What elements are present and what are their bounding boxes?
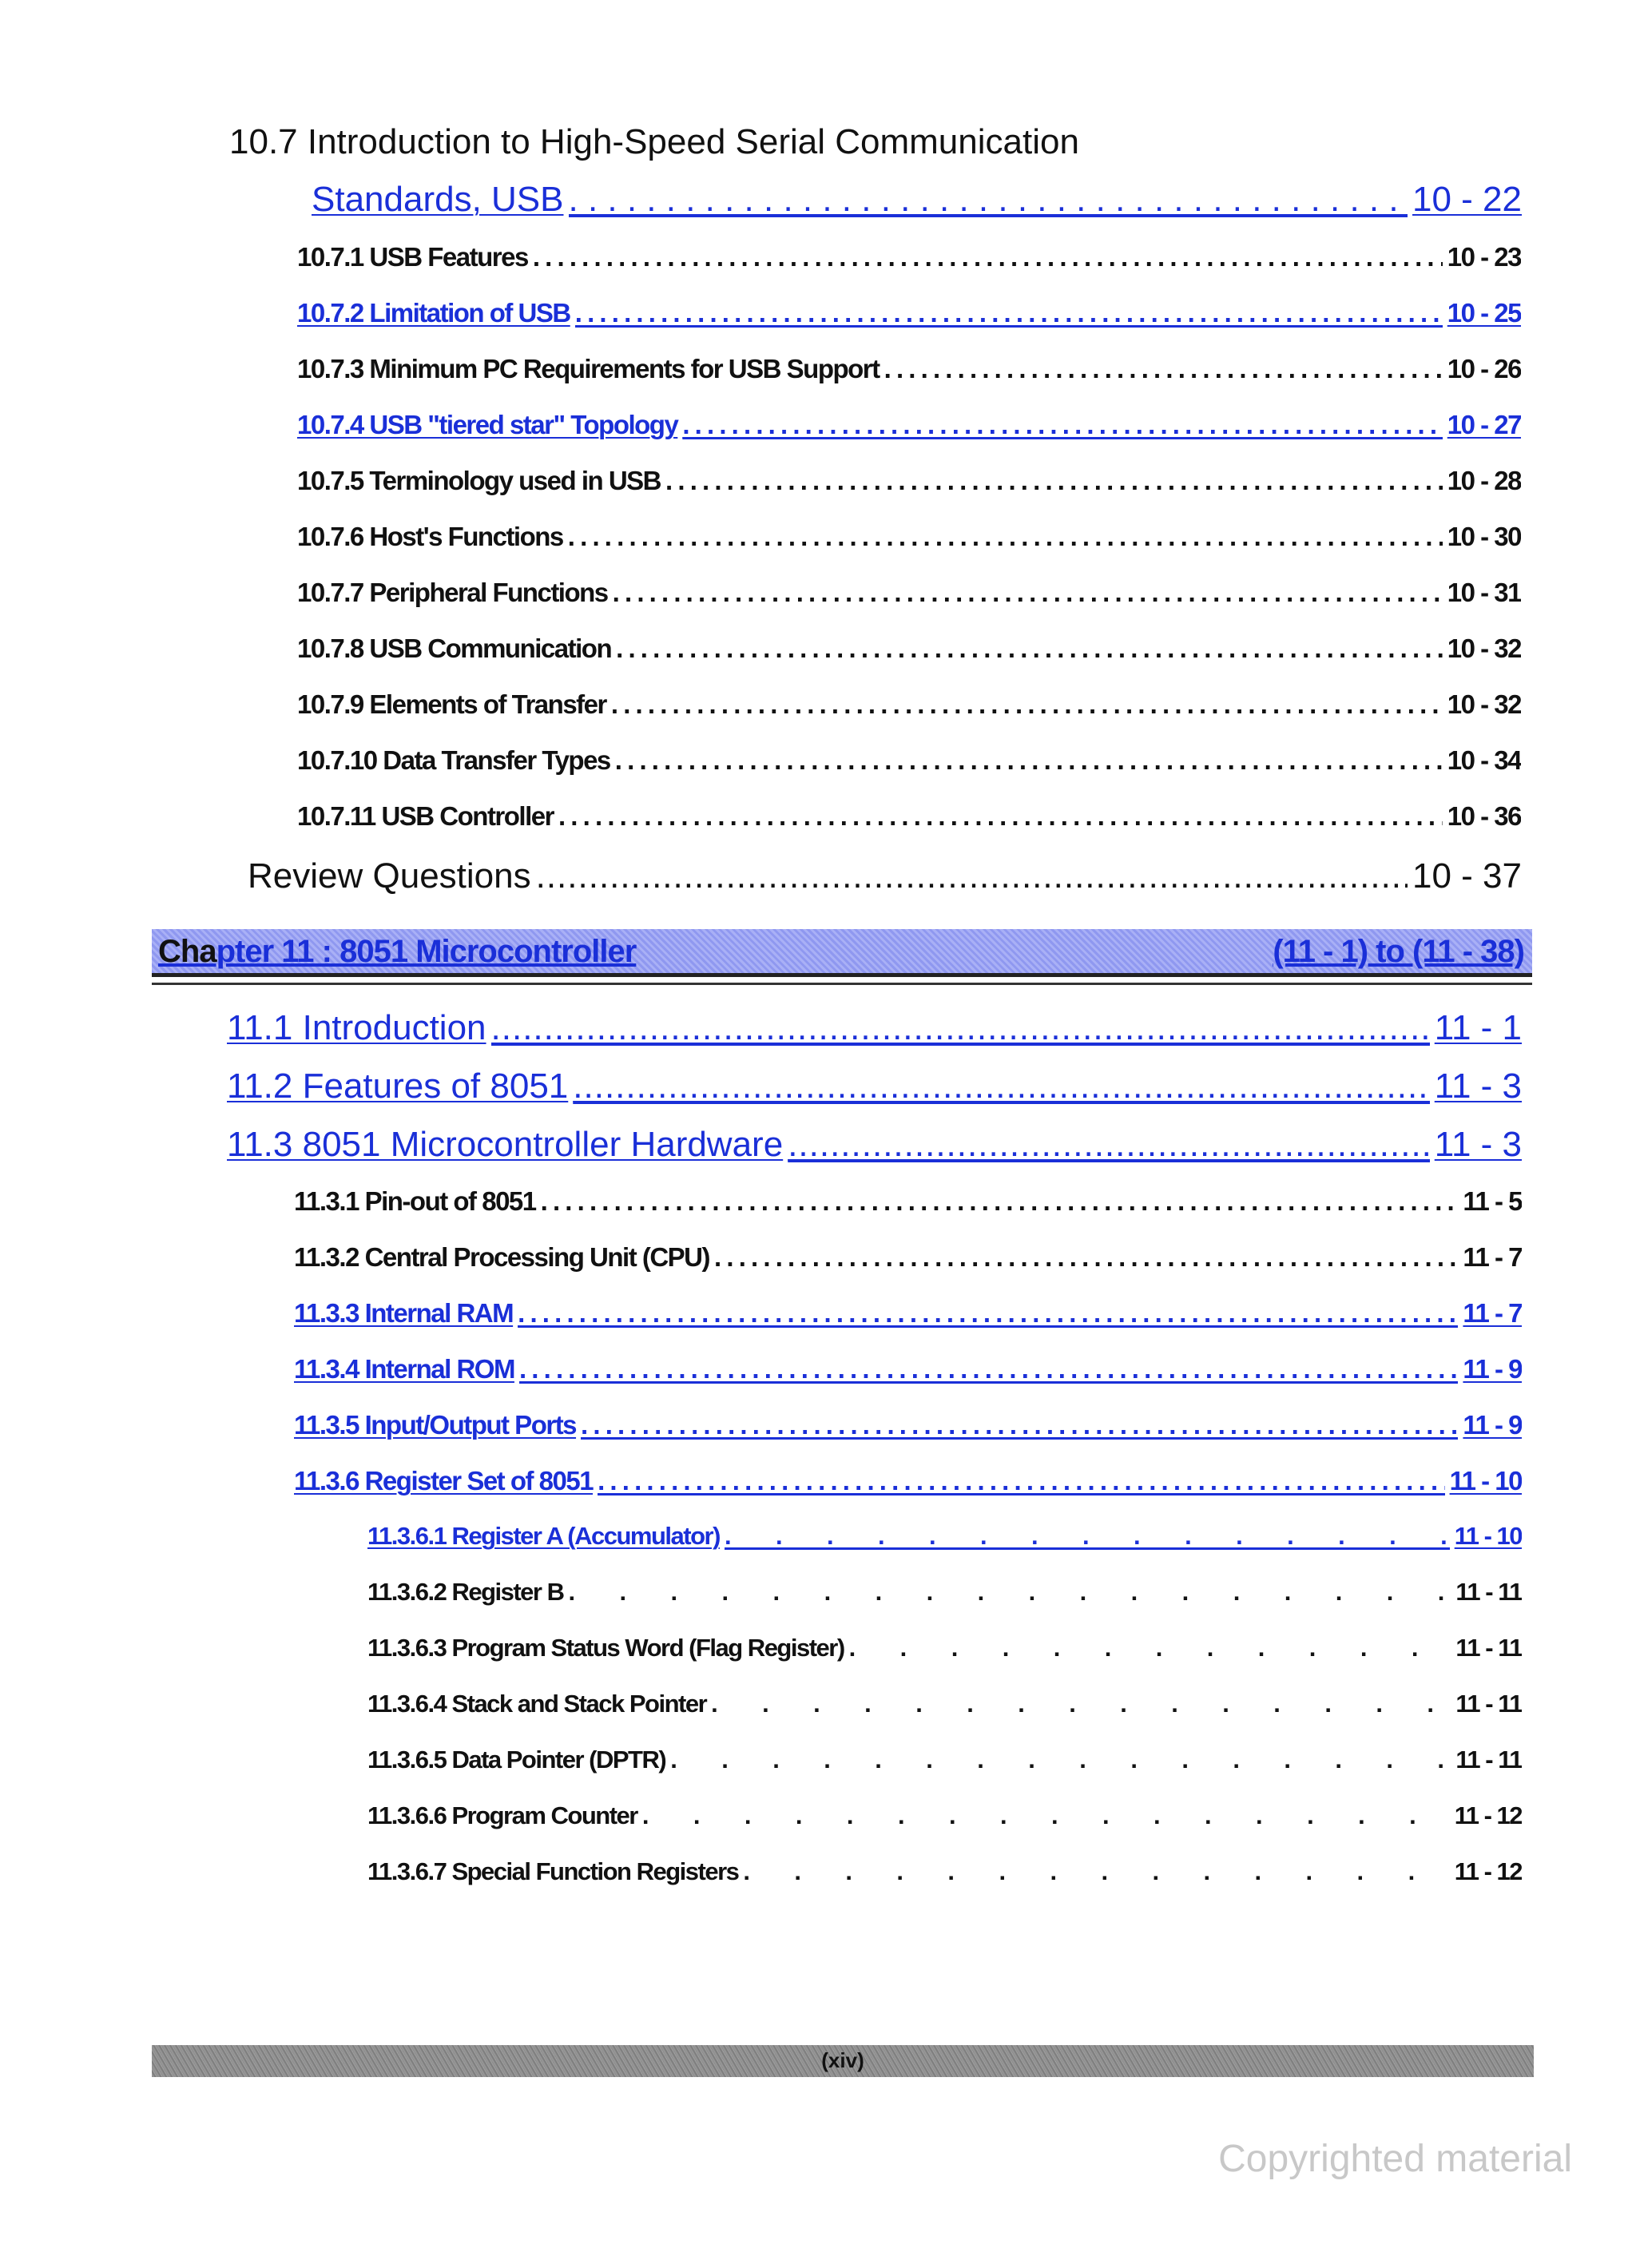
toc-entry-10-7-1[interactable] [297, 242, 1521, 272]
toc-entry-11-3-1[interactable] [294, 1186, 1522, 1217]
toc-entry-page: 10 - 27 [1447, 410, 1521, 439]
leader-dots [615, 745, 1443, 776]
toc-entry-page: 11 - 11 [1455, 1746, 1522, 1773]
toc-entry-title: 10.7.10 Data Transfer Types [297, 745, 610, 775]
leader-dots [642, 1801, 1450, 1830]
toc-entry-11-3-4[interactable] [294, 1354, 1522, 1384]
leader-dots [491, 1008, 1430, 1048]
toc-entry-11-3-6-5[interactable] [367, 1746, 1522, 1774]
toc-entry-page: 11 - 7 [1463, 1298, 1522, 1328]
toc-entry-11-3-6-3[interactable] [367, 1634, 1522, 1662]
toc-entry-11-3-6-6[interactable] [367, 1801, 1522, 1830]
toc-entry-page: 10 - 26 [1447, 354, 1521, 383]
chapter-title-lead: Cha [158, 934, 216, 969]
toc-entry-title: 11.3.6.3 Program Status Word (Flag Register) [367, 1634, 844, 1662]
toc-entry-11-3-6-7[interactable] [367, 1857, 1522, 1886]
toc-entry-title: 11.3.5 Input/Output Ports [294, 1410, 577, 1440]
toc-entry-page: 10 - 32 [1447, 634, 1521, 663]
toc-entry-page: 11 - 12 [1454, 1801, 1522, 1829]
toc-entry-11-1[interactable] [227, 1008, 1522, 1048]
toc-entry-title: 11.3.3 Internal RAM [294, 1298, 514, 1328]
toc-entry-10-7-6[interactable] [297, 522, 1521, 552]
toc-entry-page: 10 - 37 [1412, 856, 1522, 896]
toc-entry-title: 11.3.6.4 Stack and Stack Pointer [367, 1690, 707, 1718]
toc-entry-title: 11.3.6.7 Special Function Registers [367, 1857, 739, 1885]
toc-entry-title: 10.7.5 Terminology used in USB [297, 466, 661, 495]
leader-dots [884, 354, 1443, 384]
chapter-divider [152, 983, 1532, 985]
leader-dots [788, 1125, 1430, 1165]
toc-entry-title: 11.3.6 Register Set of 8051 [294, 1466, 594, 1495]
leader-dots [725, 1522, 1450, 1551]
toc-entry-page: 11 - 11 [1455, 1690, 1522, 1718]
toc-entry-page: 10 - 30 [1447, 522, 1521, 551]
leader-dots [575, 298, 1443, 328]
leader-dots [568, 522, 1443, 552]
toc-entry-10-7[interactable] [312, 180, 1522, 220]
toc-entry-10-7-4[interactable] [297, 410, 1521, 440]
toc-entry-11-3[interactable] [227, 1125, 1522, 1165]
toc-entry-title: 10.7.11 USB Controller [297, 801, 554, 831]
toc-entry-11-3-6[interactable] [294, 1466, 1522, 1496]
leader-dots [536, 856, 1408, 896]
toc-entry-10-7-9[interactable] [297, 689, 1521, 720]
toc-entry-title: 10.7.4 USB "tiered star" Topology [297, 410, 678, 439]
toc-entry-title: 11.1 Introduction [227, 1008, 486, 1047]
toc-entry-10-7-7[interactable] [297, 578, 1521, 608]
toc-entry-11-3-3[interactable] [294, 1298, 1522, 1329]
toc-entry-title: 11.3.6.2 Register B [367, 1578, 564, 1606]
toc-entry-10-7-8[interactable] [297, 634, 1521, 664]
toc-entry-title: 11.3.6.1 Register A (Accumulator) [367, 1522, 720, 1550]
toc-entry-page: 11 - 10 [1449, 1466, 1522, 1495]
leader-dots [533, 242, 1443, 272]
toc-entry-title: 11.3.2 Central Processing Unit (CPU) [294, 1242, 710, 1272]
toc-entry-page: 11 - 9 [1463, 1410, 1522, 1440]
toc-entry-page: 11 - 3 [1434, 1125, 1522, 1164]
toc-entry-page: 11 - 11 [1455, 1634, 1522, 1662]
toc-entry-11-3-2[interactable] [294, 1242, 1522, 1273]
toc-entry-page: 10 - 23 [1447, 242, 1521, 272]
toc-entry-page: 11 - 3 [1434, 1066, 1522, 1106]
toc-entry-title: 11.3.1 Pin-out of 8051 [294, 1186, 536, 1216]
toc-entry-page: 11 - 5 [1463, 1186, 1522, 1216]
leader-dots [519, 1354, 1458, 1384]
leader-dots [569, 1578, 1451, 1607]
page-number: (xiv) [821, 2048, 864, 2072]
toc-entry-11-3-6-2[interactable] [367, 1578, 1522, 1607]
leader-dots [670, 1746, 1451, 1774]
leader-dots [665, 466, 1443, 496]
leader-dots [598, 1466, 1445, 1496]
leader-dots [581, 1410, 1458, 1440]
toc-entry-title: 10.7.8 USB Communication [297, 634, 612, 663]
leader-dots [616, 634, 1443, 664]
toc-entry-page: 11 - 1 [1434, 1008, 1522, 1047]
leader-dots [682, 410, 1442, 440]
toc-entry-11-3-5[interactable] [294, 1410, 1522, 1440]
leader-dots [613, 578, 1443, 608]
toc-entry-page: 10 - 32 [1447, 689, 1521, 719]
toc-entry-page: 10 - 25 [1447, 298, 1521, 328]
toc-entry-10-7-5[interactable] [297, 466, 1521, 496]
footer-bar [152, 2045, 1534, 2077]
leader-dots [714, 1242, 1458, 1273]
leader-dots [611, 689, 1443, 720]
toc-entry-title: 11.3.6.6 Program Counter [367, 1801, 637, 1829]
leader-dots [541, 1186, 1459, 1217]
toc-entry-page: 11 - 7 [1463, 1242, 1522, 1272]
toc-entry-page: 10 - 28 [1447, 466, 1521, 495]
toc-entry-title: 10.7.7 Peripheral Functions [297, 578, 608, 607]
toc-entry-page: 10 - 34 [1447, 745, 1521, 775]
toc-entry-title: 11.3.4 Internal ROM [294, 1354, 514, 1384]
toc-entry-page: 10 - 22 [1412, 180, 1522, 219]
toc-entry-10-7-2[interactable] [297, 298, 1521, 328]
leader-dots [849, 1634, 1451, 1662]
toc-entry-page: 10 - 36 [1447, 801, 1521, 831]
leader-dots [711, 1690, 1451, 1718]
toc-entry-title: 10.7.9 Elements of Transfer [297, 689, 606, 719]
toc-entry-title: 11.3.6.5 Data Pointer (DPTR) [367, 1746, 666, 1773]
toc-entry-title: 10.7.3 Minimum PC Requirements for USB Support [297, 354, 880, 383]
copyright-watermark: Copyrighted material [1218, 2138, 1572, 2180]
toc-entry-10-7-10[interactable] [297, 745, 1521, 776]
leader-dots [573, 1066, 1429, 1106]
leader-dots [518, 1298, 1458, 1329]
chapter-title [158, 934, 636, 970]
toc-entry-10-7-3[interactable] [297, 354, 1521, 384]
toc-entry-page: 11 - 11 [1455, 1578, 1522, 1606]
toc-entry-page: 11 - 9 [1463, 1354, 1522, 1384]
toc-entry-title: 10.7.2 Limitation of USB [297, 298, 570, 328]
toc-entry-title: 11.3 8051 Microcontroller Hardware [227, 1125, 784, 1164]
toc-entry-title: Standards, USB [312, 180, 564, 219]
toc-entry-11-2[interactable] [227, 1066, 1522, 1106]
toc-entry-title: 11.2 Features of 8051 [227, 1066, 569, 1106]
leader-dots [743, 1857, 1449, 1886]
toc-entry-11-3-6-1[interactable] [367, 1522, 1522, 1551]
toc-entry-title: 10.7.1 USB Features [297, 242, 528, 272]
chapter-title-rest: pter 11 : 8051 Microcontroller [216, 934, 637, 969]
toc-entry-10-7-11[interactable] [297, 801, 1521, 832]
chapter-11-bar[interactable] [152, 929, 1532, 977]
leader-dots [558, 801, 1443, 832]
toc-entry-page: 10 - 31 [1447, 578, 1521, 607]
chapter-page-range: (11 - 1) to (11 - 38) [1273, 934, 1524, 969]
section-heading-10-7: 10.7 Introduction to High-Speed Serial Communication [229, 122, 1079, 161]
leader-dots [569, 180, 1408, 220]
toc-entry-title: 10.7.6 Host's Functions [297, 522, 563, 551]
toc-entry-review-questions[interactable] [248, 856, 1522, 896]
toc-entry-11-3-6-4[interactable] [367, 1690, 1522, 1718]
toc-entry-page: 11 - 12 [1454, 1857, 1522, 1885]
toc-entry-page: 11 - 10 [1454, 1522, 1522, 1550]
toc-entry-title: Review Questions [248, 856, 531, 896]
